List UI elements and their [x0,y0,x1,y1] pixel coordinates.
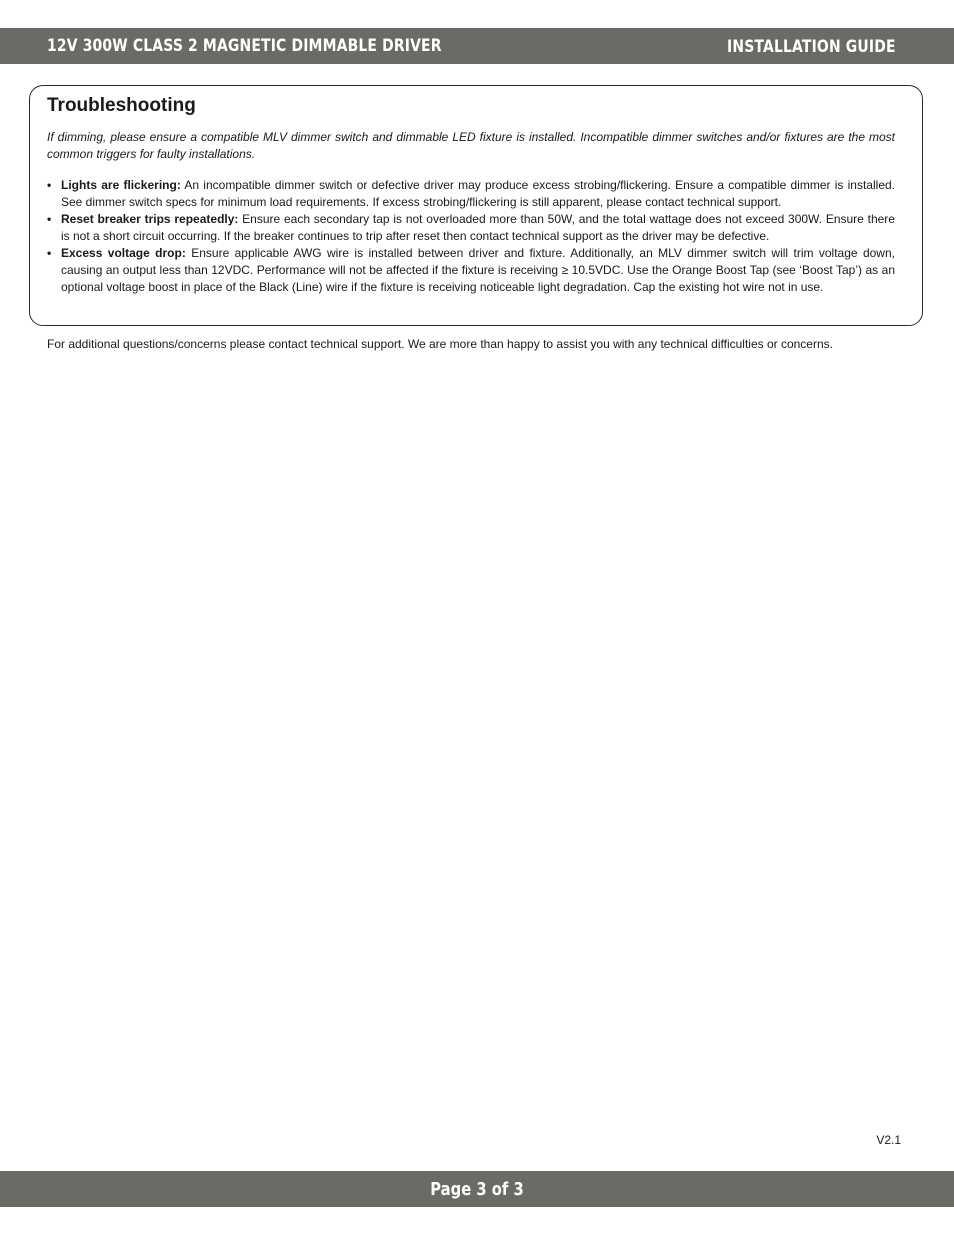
section-title: INSTALLATION GUIDE [727,37,896,57]
page-number: Page 3 of 3 [430,1179,524,1200]
header-bar [0,28,954,64]
contact-footnote: For additional questions/concerns please contact technical support. We are more than happy to assist you with any technical difficulties or concerns. [47,337,833,351]
list-item [47,211,895,245]
version-label: V2.1 [876,1133,901,1147]
list-item [47,245,895,296]
bullet-icon: • [47,178,52,192]
item-text: Ensure applicable AWG wire is installed between driver and fixture. Additionally, an MLV dimmer switch will trim voltage down, causing an output less than 12VDC. Performance will not be affected if the fixture is receiving ≥ 10.5VDC. Use the Orange Boost Tap (see ‘Boost Tap’) as an optional voltage boost in place of the Black (Line) wire if the fixture is receiving noticeable light degradation. Cap the existing hot wire not in use. [61,246,895,294]
bullet-icon: • [47,246,52,260]
troubleshooting-box [29,85,923,326]
troubleshooting-intro: If dimming, please ensure a compatible MLV dimmer switch and dimmable LED fixture is installed. Incompatible dimmer switches and/or fixtures are the most common triggers for faulty installations. [47,130,895,161]
item-text: An incompatible dimmer switch or defective driver may produce excess strobing/flickering. Ensure a compatible dimmer is installed. See dimmer switch specs for minimum load requirements. If excess strobing/flickering is still apparent, please contact technical support. [61,178,895,209]
bullet-icon: • [47,212,52,226]
list-item [47,177,895,211]
item-label: Reset breaker trips repeatedly: [61,212,239,226]
item-label: Excess voltage drop: [61,246,186,260]
footer-bar [0,1171,954,1207]
item-label: Lights are flickering: [61,178,181,192]
troubleshooting-list [47,177,895,296]
item-text: Ensure each secondary tap is not overloaded more than 50W, and the total wattage does not exceed 300W. Ensure there is not a short circuit occurring. If the breaker continues to trip after reset then contact technical support as the driver may be defective. [61,212,895,243]
troubleshooting-heading: Troubleshooting [47,95,196,116]
document-title: 12V 300W CLASS 2 MAGNETIC DIMMABLE DRIVER [47,36,442,56]
